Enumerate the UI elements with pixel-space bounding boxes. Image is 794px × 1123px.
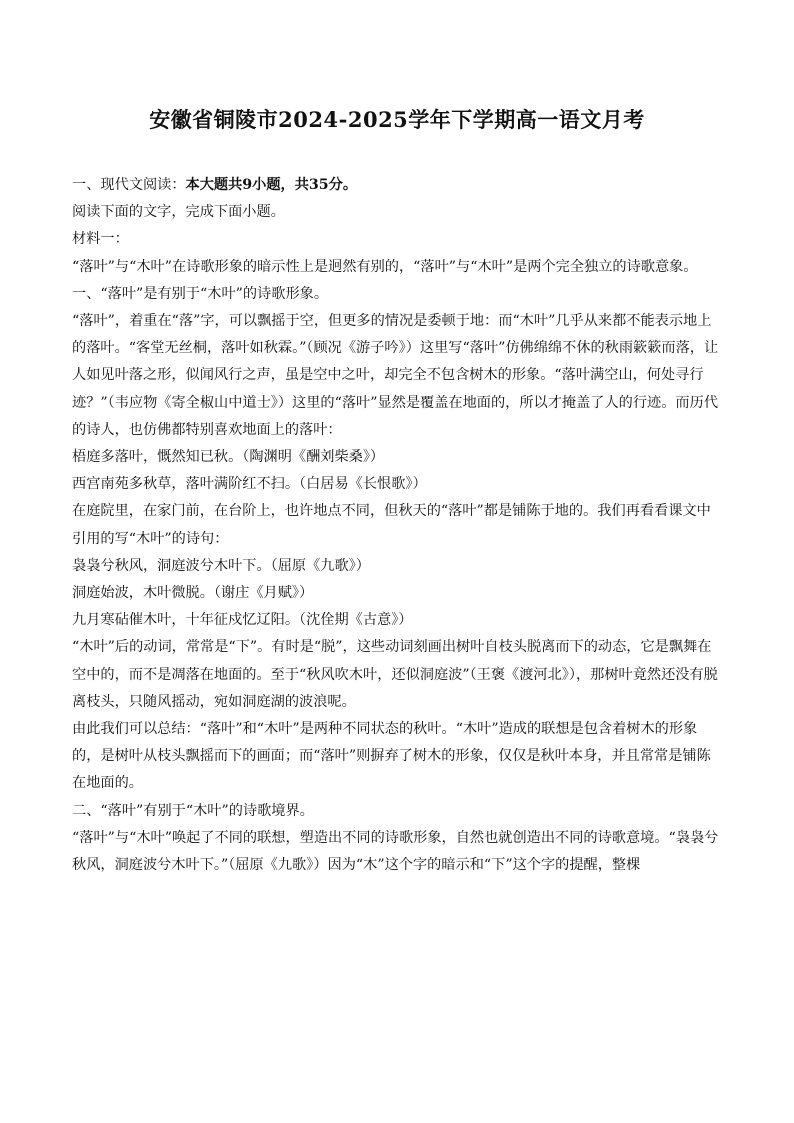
poem-line: 九月寒砧催木叶，十年征戍忆辽阳。（沈佺期《古意》）	[72, 612, 413, 629]
poem-line: 袅袅兮秋风，洞庭波兮木叶下。（屈原《九歌》）	[72, 557, 370, 574]
section-heading-prefix: 一、现代文阅读：	[72, 177, 186, 193]
paragraph: “落叶”与“木叶”在诗歌形象的暗示性上是迥然有别的，“落叶”与“木叶”是两个完全独立的诗歌意象。	[72, 258, 698, 275]
poem-line: 洞庭始波，木叶微脱。（谢庄《月赋》）	[72, 585, 314, 602]
paragraph: “落叶”，着重在“落”字，可以飘摇于空，但更多的情况是委顿于地：而“木叶”几乎从来都不能表示地上的落叶。“客堂无丝桐，落叶如秋霖。”（顾况《游子吟》）这里写“落叶”仿佛绵绵不休的秋雨簌簌而落，让人如见叶落之形，似闻风行之声，虽是空中之叶，却完全不包含树木的形象。“落叶满空山，何处寻行迹？”（韦应物《寄全椒山中道士》）这里的“落叶”显然是覆盖在地面的，所以才掩盖了人的行迹。而历代的诗人，也仿佛都特别喜欢地面上的落叶：	[72, 313, 719, 438]
paragraph: 一、“落叶”是有别于“木叶”的诗歌形象。	[72, 285, 329, 302]
paragraph: “落叶”与“木叶”唤起了不同的联想，塑造出不同的诗歌形象，自然也就创造出不同的诗歌意境。“袅袅兮秋风，洞庭波兮木叶下。”（屈原《九歌》）因为“木”这个字的暗示和“下”这个字的提醒，整棵	[72, 829, 719, 874]
page-title: 安徽省铜陵市2024-2025学年下学期高一语文月考	[149, 107, 645, 132]
poem-line: 西宫南苑多秋草，落叶满阶红不扫。（白居易《长恨歌》）	[72, 476, 427, 493]
paragraph: 材料一：	[72, 231, 129, 248]
paragraph: 阅读下面的文字，完成下面小题。	[72, 204, 285, 221]
section-heading-bold: 本大题共9小题，共35分。	[185, 177, 358, 193]
poem-line: 梧庭多落叶，慨然知已秋。（陶渊明《酬刘柴桑》）	[72, 449, 385, 466]
section-heading	[72, 172, 724, 199]
document-body	[72, 172, 724, 879]
paragraph: 在庭院里，在家门前，在台阶上，也许地点不同，但秋天的“落叶”都是铺陈于地的。我们再看看课文中引用的写“木叶”的诗句：	[72, 503, 711, 547]
paragraph: 二、“落叶”有别于“木叶”的诗歌境界。	[72, 802, 314, 819]
paragraph: 由此我们可以总结：“落叶”和“木叶”是两种不同状态的秋叶。“木叶”造成的联想是包含着树木的形象的，是树叶从枝头飘摇而下的画面；而“落叶”则摒弃了树木的形象，仅仅是秋叶本身，并且常常是铺陈在地面的。	[72, 721, 711, 792]
paragraph: “木叶”后的动词，常常是“下”。有时是“脱”，这些动词刻画出树叶自枝头脱离而下的动态，它是飘舞在空中的，而不是凋落在地面的。至于“秋风吹木叶，还似洞庭波”（王褒《渡河北》），那树叶竟然还没有脱离枝头，只随风摇动，宛如洞庭湖的波浪呢。	[72, 639, 718, 710]
